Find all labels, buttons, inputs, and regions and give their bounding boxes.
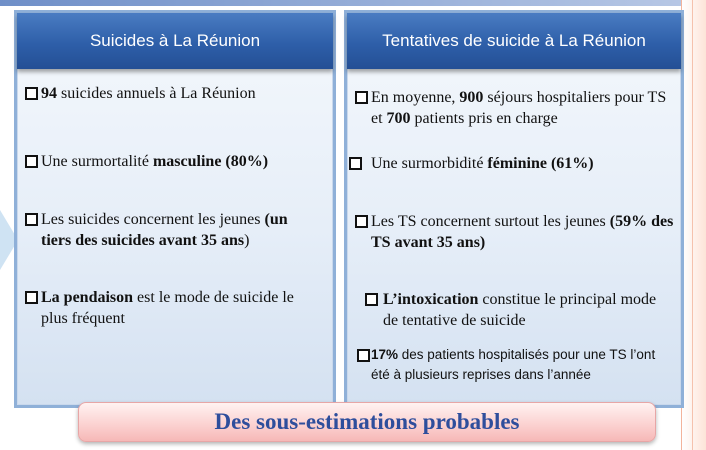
item-text: ): [244, 232, 250, 249]
item-bold: 700: [386, 110, 411, 127]
checkbox-bullet-icon: [357, 349, 370, 362]
list-item: [347, 211, 681, 253]
checkbox-bullet-icon: [25, 155, 38, 168]
item-bold: (un tiers des suicides avant 35 ans: [41, 211, 288, 249]
top-decoration-bar: [0, 0, 706, 6]
item-text: Les TS concernent surtout les jeunes: [371, 213, 610, 230]
checkbox-bullet-icon: [25, 87, 38, 100]
item-text: En moyenne,: [371, 89, 460, 106]
item-text: Les suicides concernent les jeunes: [41, 211, 265, 228]
tentatives-panel-title: Tentatives de suicide à La Réunion: [347, 13, 681, 69]
item-bold: La pendaison: [41, 289, 134, 306]
item-bold: masculine (80%): [152, 153, 269, 170]
list-item: [17, 83, 333, 104]
suicides-panel-title: Suicides à La Réunion: [17, 13, 333, 69]
item-bold: (59% des TS avant 35 ans): [371, 213, 674, 251]
right-edge-decoration: [681, 0, 706, 450]
list-item: [347, 345, 677, 385]
item-text: suicides annuels à La Réunion: [57, 85, 256, 102]
item-bold: féminine (61%): [487, 155, 594, 172]
item-text: patients pris en charge: [410, 110, 558, 127]
checkbox-bullet-icon: [355, 91, 368, 104]
checkbox-bullet-icon: [349, 157, 362, 170]
item-bold: 17%: [371, 347, 399, 362]
item-bold: 94: [41, 85, 57, 102]
checkbox-bullet-icon: [25, 291, 38, 304]
item-text: des patients hospitalisés pour une TS l’ont été à plusieurs reprises dans l’année: [371, 347, 656, 382]
suicides-panel: [14, 10, 336, 408]
tentatives-panel: [344, 10, 684, 408]
list-item: [347, 87, 681, 129]
checkbox-bullet-icon: [25, 213, 38, 226]
conclusion-banner: Des sous-estimations probables: [78, 402, 656, 442]
item-text: est le mode de suicide le plus fréquent: [41, 289, 294, 327]
item-text: Une surmortalité: [41, 153, 153, 170]
list-item: [17, 151, 327, 172]
list-item: [347, 289, 663, 331]
list-item: [17, 209, 317, 251]
item-text: séjours hospitaliers pour TS et: [371, 89, 667, 127]
item-bold: L’intoxication: [383, 291, 479, 308]
item-text: constitue le principal mode de tentative de suicide: [383, 291, 657, 329]
list-item: [347, 153, 681, 174]
checkbox-bullet-icon: [355, 215, 368, 228]
checkbox-bullet-icon: [365, 293, 378, 306]
item-bold: 900: [459, 89, 484, 106]
item-text: Une surmorbidité: [371, 155, 488, 172]
list-item: [17, 287, 311, 329]
